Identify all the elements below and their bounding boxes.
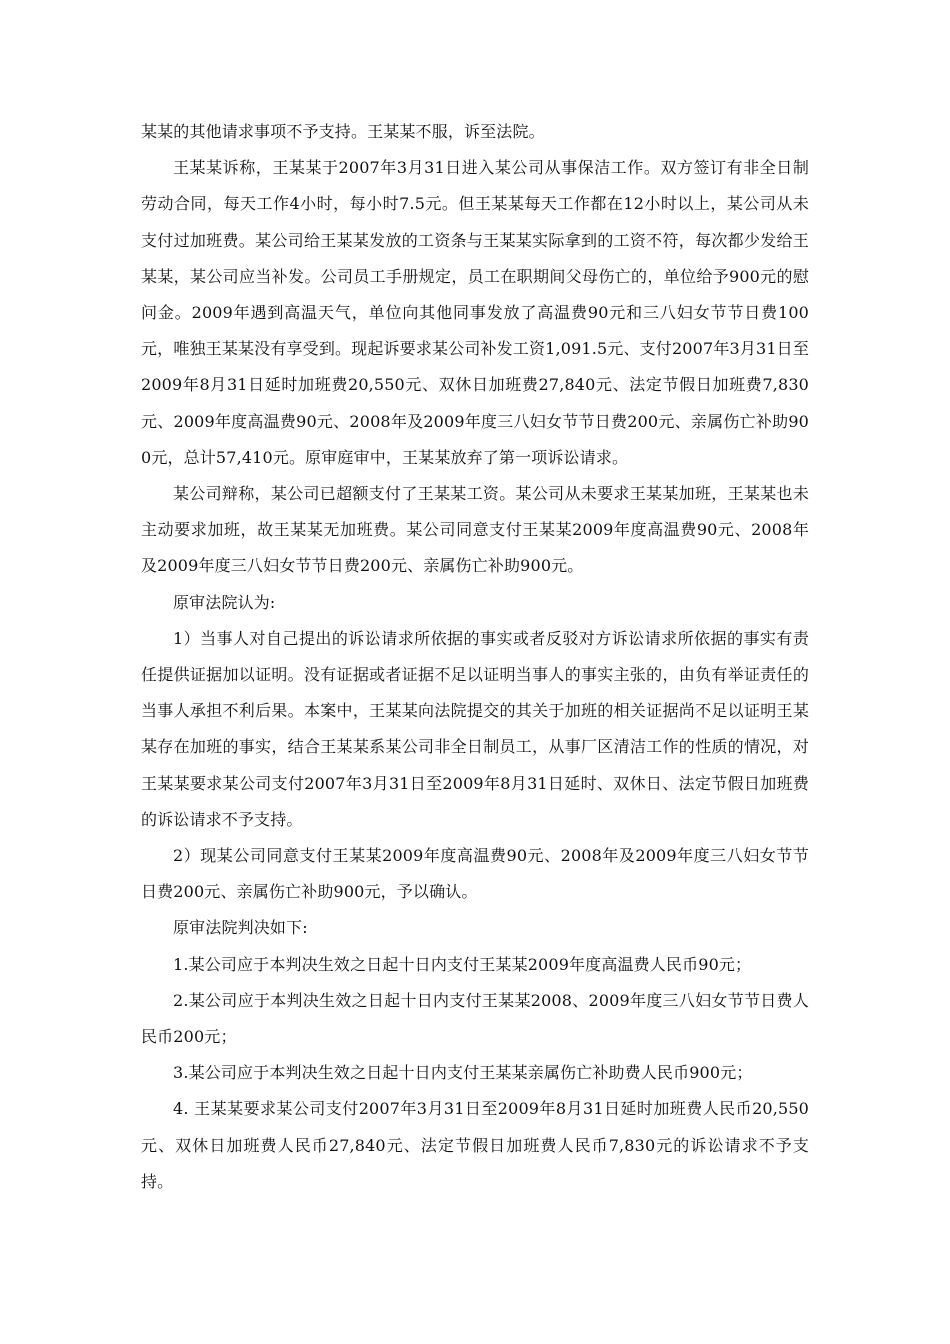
paragraph-plaintiff-claim: 王某某诉称，王某某于2007年3月31日进入某公司从事保洁工作。双方签订有非全日制劳动合同，每天工作4小时，每小时7.5元。但王某某每天工作都在12小时以上，某公司从未支付过加班费。某公司给王某某发放的工资条与王某某实际拿到的工资不符，每次都少发给王某某，某公司应当补发。公司员工手册规定，员工在职期间父母伤亡的，单位给予900元的慰问金。2009年遇到高温天气，单位向其他同事发放了高温费90元和三八妇女节节日费100元，唯独王某某没有享受到。现起诉要求某公司补发工资1,091.5元、支付2007年3月31日至2009年8月31日延时加班费20,550元、双休日加班费27,840元、法定节假日加班费7,830元、2009年度高温费90元、2008年及2009年度三八妇女节节日费200元、亲属伤亡补助900元，总计57,410元。原审庭审中，王某某放弃了第一项诉讼请求。 bbox=[141, 158, 809, 467]
paragraph-judgment-item-3: 3.某公司应于本判决生效之日起十日内支付王某某亲属伤亡补助费人民币900元； bbox=[173, 1063, 753, 1083]
paragraph-judgment-heading: 原审法院判决如下: bbox=[173, 918, 308, 938]
paragraph-court-opinion-2: 2）现某公司同意支付王某某2009年度高温费90元、2008年及2009年度三八妇女节节日费200元、亲属伤亡补助900元，予以确认。 bbox=[141, 846, 809, 902]
paragraph-court-opinion-1: 1）当事人对自己提出的诉讼请求所依据的事实或者反驳对方诉讼请求所依据的事实有责任提供证据加以证明。没有证据或者证据不足以证明当事人的事实主张的，由负有举证责任的当事人承担不利后果。本案中，王某某向法院提交的其关于加班的相关证据尚不足以证明王某某存在加班的事实，结合王某某系某公司非全日制员工，从事厂区清洁工作的性质的情况，对王某某要求某公司支付2007年3月31日至2009年8月31日延时、双休日、法定节假日加班费的诉讼请求不予支持。 bbox=[141, 628, 809, 829]
document-body bbox=[141, 114, 809, 1200]
paragraph-court-opinion-heading: 原审法院认为: bbox=[173, 592, 276, 612]
paragraph-judgment-item-1: 1.某公司应于本判决生效之日起十日内支付王某某2009年度高温费人民币90元； bbox=[173, 954, 752, 974]
paragraph-judgment-item-2: 2.某公司应于本判决生效之日起十日内支付王某某2008、2009年度三八妇女节节日费人民币200元； bbox=[141, 990, 809, 1047]
paragraph-continuation: 某某的其他请求事项不予支持。王某某不服，诉至法院。 bbox=[141, 122, 545, 141]
paragraph-defendant-defense: 某公司辩称，某公司已超额支付了王某某工资。某公司从未要求王某某加班，王某某也未主动要求加班，故王某某无加班费。某公司同意支付王某某2009年度高温费90元、2008年及2009年度三八妇女节节日费200元、亲属伤亡补助900元。 bbox=[141, 484, 809, 576]
paragraph-judgment-item-4: 4. 王某某要求某公司支付2007年3月31日至2009年8月31日延时加班费人民币20,550元、双休日加班费人民币27,840元、法定节假日加班费人民币7,830元的诉讼请求不予支持。 bbox=[141, 1099, 809, 1191]
